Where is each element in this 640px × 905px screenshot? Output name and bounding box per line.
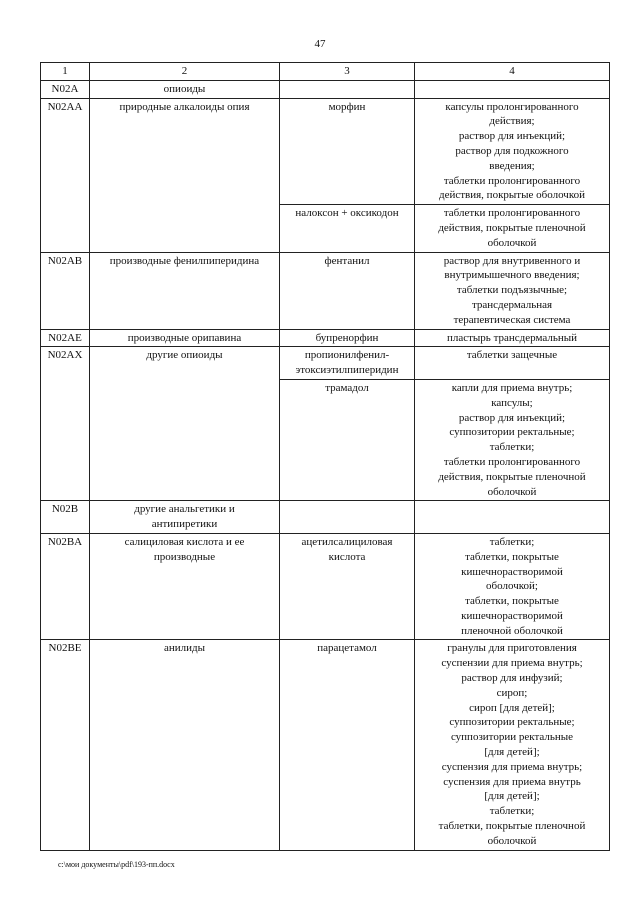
text-line: парацетамол: [317, 642, 377, 655]
text-line: пропионилфенил-: [304, 349, 390, 362]
text-line: раствор для инъекций;: [458, 130, 566, 143]
text-line: действия, покрытые пленочной: [438, 221, 586, 234]
text-line: таблетки, покрытые: [465, 550, 559, 563]
drug-name: [280, 379, 415, 500]
table-row: [41, 252, 610, 329]
column-header-4: 4: [415, 63, 610, 81]
text-line: фентанил: [324, 254, 370, 267]
table-row: [41, 533, 610, 640]
text-line: налоксон + оксикодон: [295, 207, 399, 220]
dosage-forms: [415, 98, 610, 205]
text-line: антипиретики: [151, 518, 218, 531]
text-line: раствор для внутривенного и: [443, 254, 581, 267]
group-name: [90, 329, 280, 347]
text-line: таблетки, покрытые: [465, 595, 559, 608]
text-line: кишечнорастворимой: [461, 565, 563, 578]
text-line: пластырь трансдермальный: [446, 331, 578, 344]
drug-name: [280, 98, 415, 205]
text-line: [для детей];: [484, 746, 540, 759]
text-line: трамадол: [325, 381, 369, 394]
atc-code: N02BA: [41, 533, 90, 640]
text-line: таблетки;: [489, 441, 535, 454]
drug-name: [280, 205, 415, 252]
text-line: суппозитории ректальные;: [449, 426, 575, 439]
text-line: таблетки пролонгированного: [443, 455, 581, 468]
group-name: [90, 501, 280, 534]
atc-code: N02AE: [41, 329, 90, 347]
text-line: внутримышечного введения;: [444, 269, 580, 282]
drug-name: [280, 533, 415, 640]
table-header-row: [41, 63, 610, 81]
text-line: таблетки пролонгированного: [443, 207, 581, 220]
atc-code: N02AX: [41, 347, 90, 501]
text-line: действия, покрытые оболочкой: [438, 189, 585, 202]
text-line: оболочкой;: [486, 580, 538, 593]
text-line: [для детей];: [484, 790, 540, 803]
text-line: действия, покрытые пленочной: [438, 470, 586, 483]
dosage-forms: [415, 501, 610, 534]
text-line: кишечнорастворимой: [461, 609, 563, 622]
text-line: пленочной оболочкой: [461, 624, 563, 637]
text-line: другие опиоиды: [146, 349, 223, 362]
drug-name: [280, 640, 415, 850]
drug-table: [40, 62, 610, 851]
text-line: таблетки пролонгированного: [443, 174, 581, 187]
drug-name: [280, 252, 415, 329]
text-line: суппозитории ректальные: [450, 731, 574, 744]
text-line: суппозитории ректальные;: [449, 716, 575, 729]
file-path-footer: c:\мои документы\pdf\193-пп.docx: [58, 860, 175, 869]
group-name: [90, 640, 280, 850]
dosage-forms: [415, 347, 610, 380]
text-line: раствор для инфузий;: [461, 672, 563, 685]
table-row: [41, 347, 610, 380]
drug-name: [280, 347, 415, 380]
dosage-forms: [415, 329, 610, 347]
text-line: терапевтическая система: [453, 313, 571, 326]
text-line: раствор для инъекций;: [458, 411, 566, 424]
atc-code: N02B: [41, 501, 90, 534]
table-row: [41, 98, 610, 205]
atc-code: N02AB: [41, 252, 90, 329]
text-line: таблетки;: [489, 805, 535, 818]
text-line: другие анальгетики и: [134, 503, 235, 516]
group-name: [90, 533, 280, 640]
text-line: введения;: [489, 159, 535, 172]
dosage-forms: [415, 252, 610, 329]
dosage-forms: [415, 205, 610, 252]
drug-name: [280, 329, 415, 347]
atc-code: N02A: [41, 80, 90, 98]
group-name: [90, 252, 280, 329]
text-line: производные орипавина: [127, 331, 242, 344]
text-line: таблетки, покрытые пленочной: [438, 820, 586, 833]
text-line: морфин: [328, 100, 366, 113]
text-line: суспензия для приема внутрь;: [441, 760, 583, 773]
atc-code: N02AA: [41, 98, 90, 252]
text-line: оболочкой: [487, 236, 537, 249]
text-line: таблетки;: [489, 535, 535, 548]
dosage-forms: [415, 640, 610, 850]
drug-name: [280, 80, 415, 98]
text-line: природные алкалоиды опия: [119, 100, 250, 113]
group-name: [90, 98, 280, 252]
text-line: оболочкой: [487, 485, 537, 498]
text-line: кислота: [328, 550, 366, 563]
text-line: раствор для подкожного: [455, 144, 569, 157]
text-line: этоксиэтилпиперидин: [295, 364, 399, 377]
text-line: опиоиды: [163, 82, 206, 95]
text-line: гранулы для приготовления: [447, 642, 577, 655]
text-line: действия;: [489, 115, 535, 128]
column-header-3: 3: [280, 63, 415, 81]
text-line: производные: [153, 550, 216, 563]
dosage-forms: [415, 533, 610, 640]
table-row: [41, 501, 610, 534]
text-line: таблетки защечные: [466, 349, 558, 362]
text-line: ацетилсалициловая: [301, 535, 393, 548]
atc-code: N02BE: [41, 640, 90, 850]
table-row: [41, 329, 610, 347]
column-header-1: 1: [41, 63, 90, 81]
text-line: капли для приема внутрь;: [451, 381, 573, 394]
text-line: производные фенилпиперидина: [109, 254, 260, 267]
drug-name: [280, 501, 415, 534]
text-line: капсулы;: [491, 396, 533, 409]
text-line: сироп [для детей];: [469, 701, 555, 714]
text-line: сироп;: [496, 686, 528, 699]
page-number: 47: [314, 38, 326, 50]
table-row: [41, 80, 610, 98]
text-line: суспензия для приема внутрь: [443, 775, 581, 788]
dosage-forms: [415, 379, 610, 500]
text-line: анилиды: [163, 642, 206, 655]
column-header-2: 2: [90, 63, 280, 81]
group-name: [90, 347, 280, 501]
group-name: [90, 80, 280, 98]
table-row: [41, 640, 610, 850]
dosage-forms: [415, 80, 610, 98]
text-line: оболочкой: [487, 834, 537, 847]
text-line: таблетки подъязычные;: [456, 284, 568, 297]
text-line: салициловая кислота и ее: [124, 535, 245, 548]
text-line: суспензии для приема внутрь;: [441, 657, 583, 670]
text-line: трансдермальная: [471, 298, 553, 311]
text-line: капсулы пролонгированного: [445, 100, 579, 113]
text-line: бупренорфин: [315, 331, 379, 344]
